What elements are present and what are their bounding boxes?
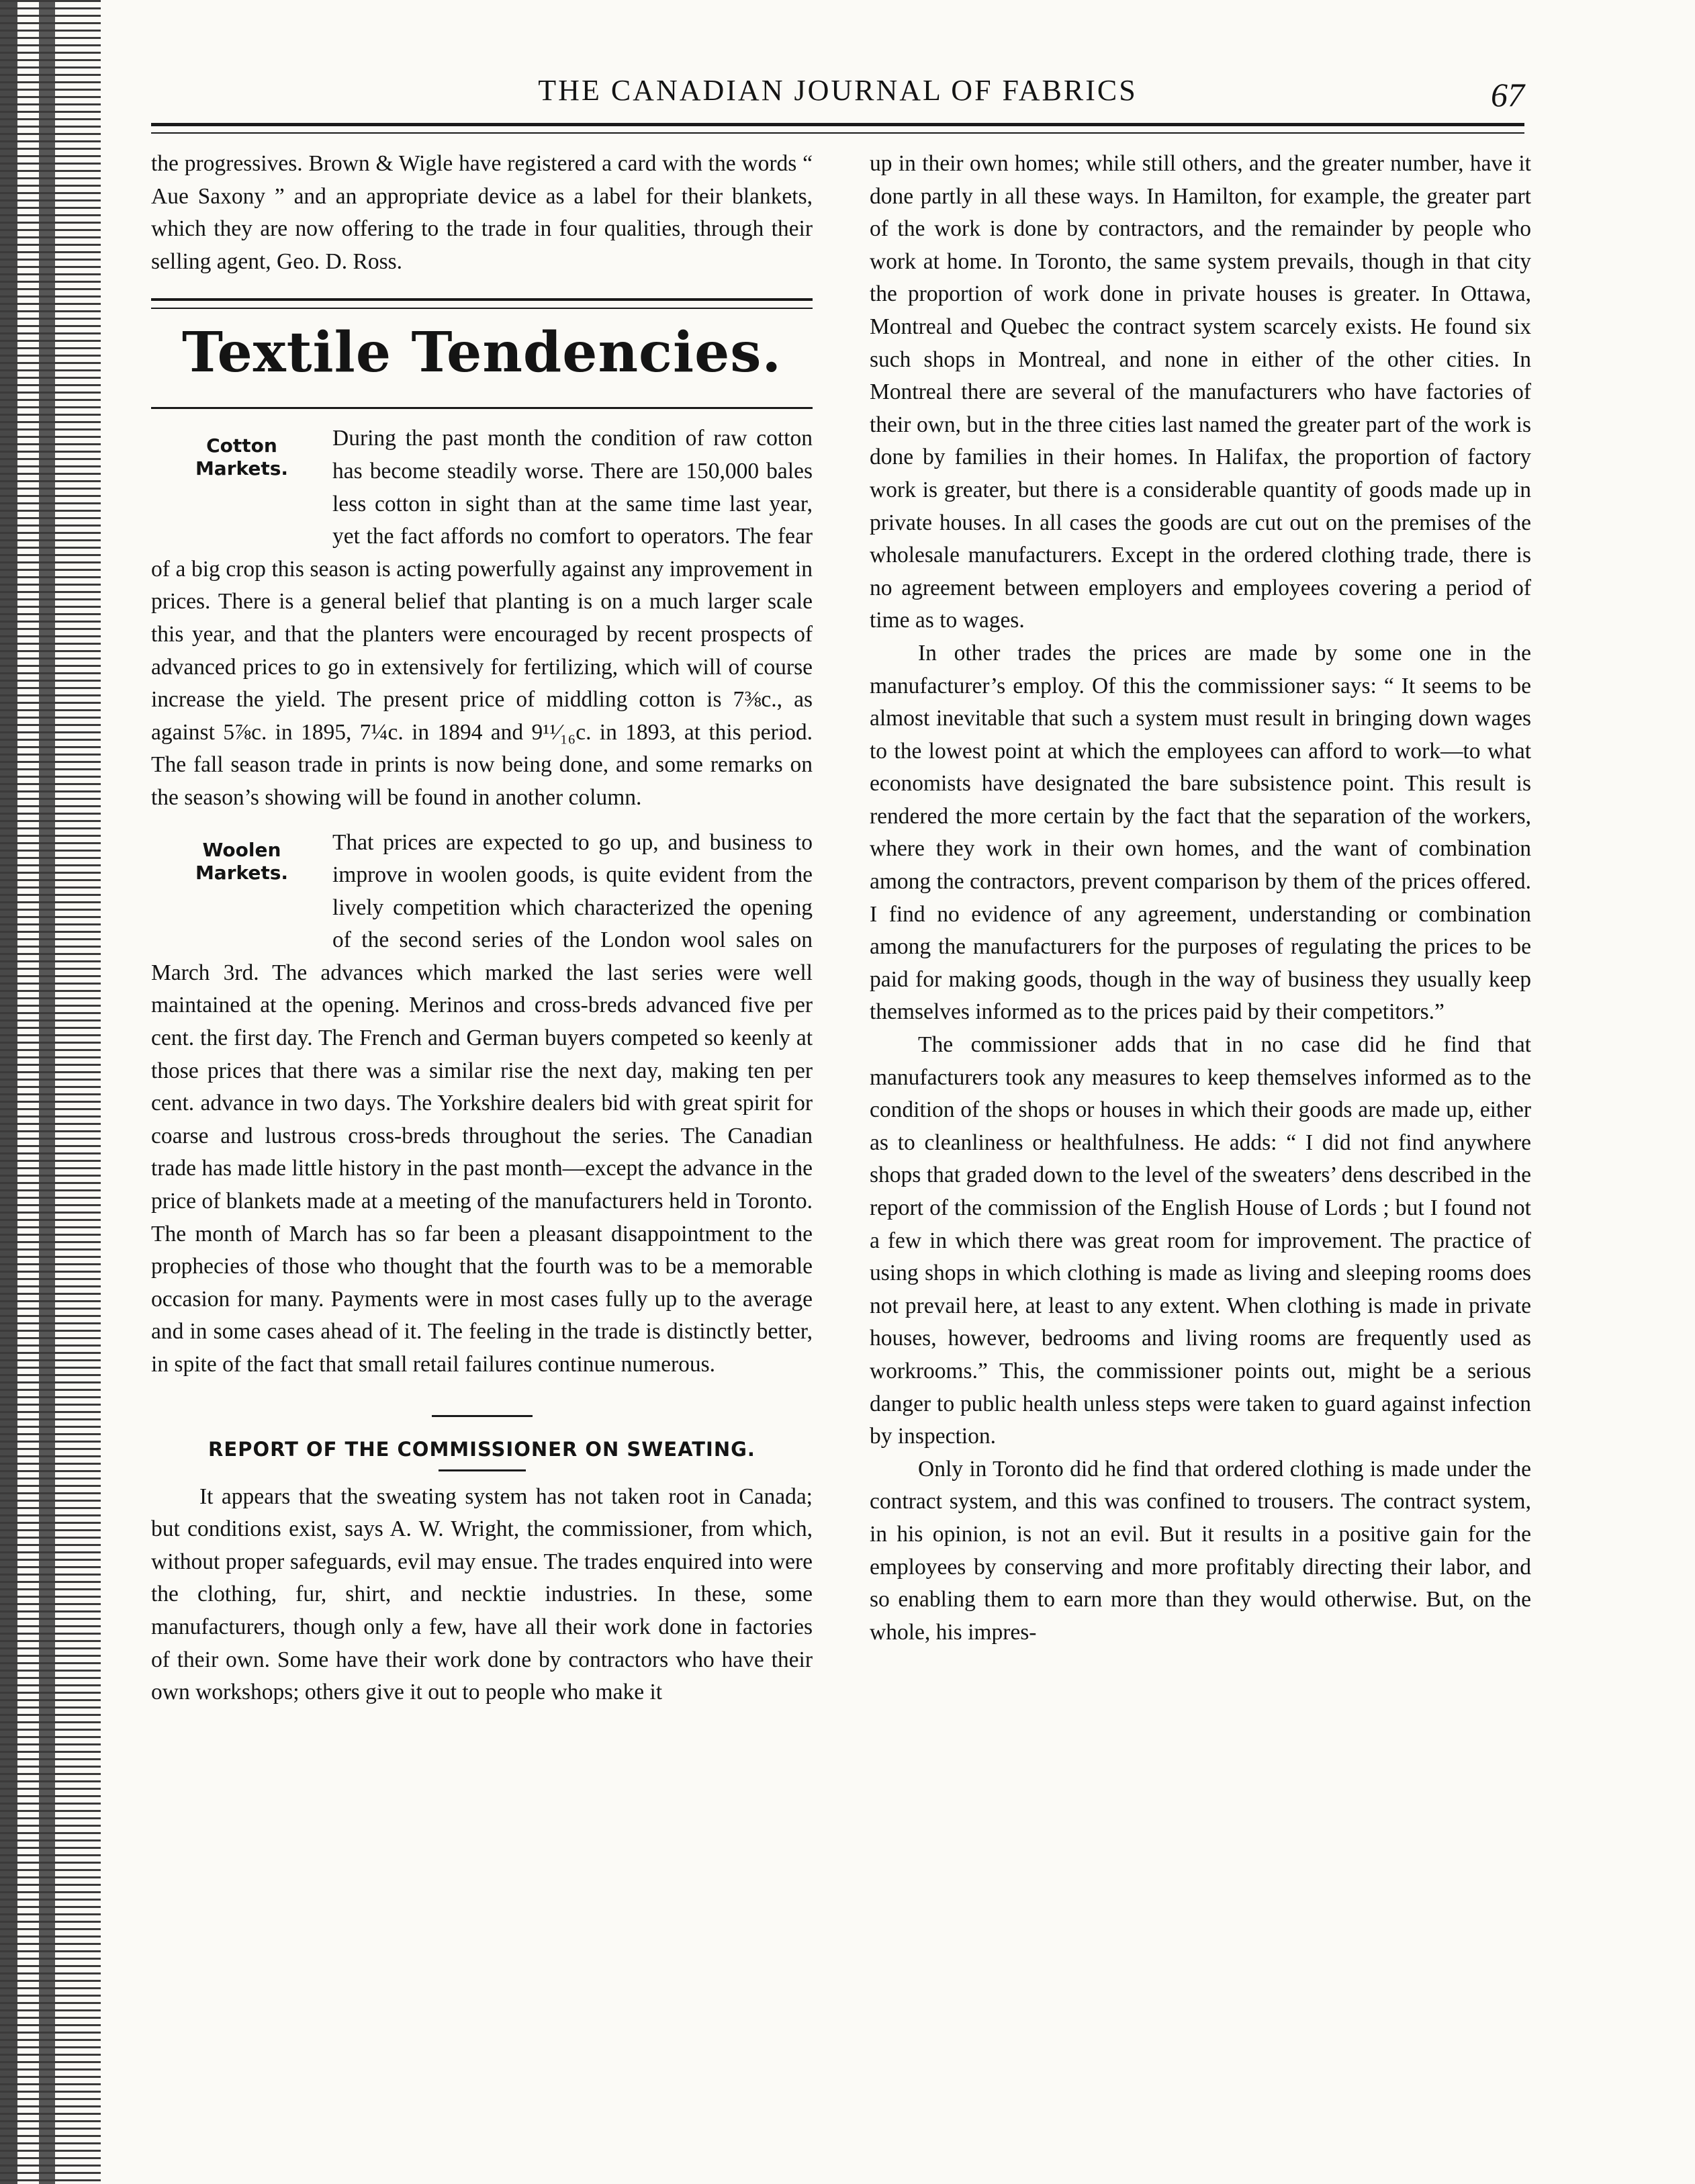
book-binding-edge — [0, 0, 101, 2184]
cotton-markets-label — [151, 422, 332, 522]
report-paragraph: It appears that the sweating system has not taken root in Canada; but conditions exist, says A. W. Wright, the commissioner, from which, without proper safeguards, evil may ensue. The trades enquired into were the clothing, fur, shirt, and necktie industries. In these, some manufacturers, though only a few, have all their work done in factories of their own. Some have their work done by contractors who have their own workshops; others give it out to people who make it — [151, 1484, 813, 1705]
woolen-markets-label — [151, 827, 332, 926]
journal-title: THE CANADIAN JOURNAL OF FABRICS — [538, 74, 1138, 107]
right-paragraph-1: up in their own homes; while still others, and the greater number, have it done partly in all these ways. In Hamilton, for example, the greater part of the work is done by contractors, and the remainder by people who work at home. In Toronto, the same system prevails, though in that city the proportion of work done in private houses is greater. In Ottawa, Montreal and Quebec the contract system scarcely exists. He found six such shops in Montreal, and none in either of the other cities. In Montreal there are several of the manufacturers who have factories of their own, but in the three cities last named the greater part of the work is done by families in their homes. In Halifax, the proportion of factory work is greater, but there is a considerable quantity of goods made up in private houses. In all cases the goods are cut out on the premises of the wholesale manufacturers. Except in the ordered clothing trade, there is no agreement between employers and employees covering a period of time as to wages. — [870, 151, 1531, 633]
section-rule — [151, 298, 813, 309]
cotton-paragraph: During the past month the condition of raw cotton has become steadily worse. There are 150,000 bales less cotton in sight than at the same time last year, yet the fact affords no comfort to operators. The fear of a big crop this season is acting powerfully against any improvement in prices. There is a general belief that planting is on a much larger scale this year, and that the planters were encouraged by recent prospects of advanced prices to go in extensively for fertilizing, which will of course increase the yield. The present price of middling cotton is 7⅜c., as against 5⅞c. in 1895, 7¼c. in 1894 and 9¹¹⁄₁₆c. in 1893, at this period. The fall season trade in prints is now being done, and some remarks on the season’s showing will be found in another column. — [151, 426, 813, 810]
running-header — [151, 71, 1524, 121]
woolen-label-line-1: Woolen — [202, 838, 281, 861]
section-title: Textile Tendencies. — [181, 320, 782, 385]
woolen-label-line-2: Markets. — [195, 861, 289, 884]
woolen-paragraph: That prices are expected to go up, and business to improve in woolen goods, is quite evident from the lively competition which characterized the opening of the second series of the London wool sales on March 3rd. The advances which marked the last series were well maintained at the opening. Merinos and cross-breds advanced five per cent. the first day. The French and German buyers competed so keenly at those prices that there was a similar rise the next day, making ten per cent. advance in two days. The Yorkshire dealers bid with great spirit for coarse and lustrous cross-breds throughout the series. The Canadian trade has made little history in the past month—except the advance in the price of blankets made at a meeting of the manufacturers held in Toronto. The month of March has so far been a pleasant disappointment to the prophecies of those who thought that the fourth was to be a memorable occasion for many. Payments were in most cases fully up to the average and in some cases ahead of it. The feeling in the trade is distinctly better, in spite of the fact that small retail failures continue numerous. — [151, 829, 813, 1377]
page-number: 67 — [1491, 76, 1524, 113]
right-paragraph-4: Only in Toronto did he find that ordered clothing is made under the contract system, and this was confined to trousers. The contract system, in his opinion, is not an evil. But it results in a positive gain for the employees by conserving and more profitably directing their labor, and so enabling them to earn more than they would otherwise. But, on the whole, his impres- — [870, 1456, 1531, 1645]
cotton-label-line-1: Cotton — [206, 435, 277, 457]
left-column — [151, 148, 813, 1709]
report-bottom-rule — [439, 1469, 526, 1471]
right-column — [870, 148, 1531, 1649]
header-rule — [151, 123, 1524, 134]
cotton-label-line-2: Markets. — [195, 457, 289, 480]
report-heading: REPORT OF THE COMMISSIONER ON SWEATING. — [208, 1437, 755, 1461]
right-paragraph-2: In other trades the prices are made by some one in the manufacturer’s employ. Of this the commissioner says: “ It seems to be almost inevitable that such a system must result in bringing down wages to the lowest point at which the employees can afford to work—to what economists have designated the bare subsistence point. This result is rendered the more certain by the fact that the separation of the workers, where they work in their own homes, and the want of combination among the contractors, prevent comparison by them of the prices offered. I find no evidence of any agreement, understanding or combination among the manufacturers for the purposes of regulating the prices to be paid for making goods, though in the way of business they usually keep themselves informed as to the prices paid by their competitors.” — [870, 640, 1531, 1025]
right-paragraph-3: The commissioner adds that in no case did he find that manufacturers took any measures to keep themselves informed as to the condition of the shops or houses in which their goods are made up, either as to cleanliness or healthfulness. He adds: “ I did not find anywhere shops that graded down to the level of the sweaters’ dens described in the report of the commission of the English House of Lords ; but I found not a few in which there was great room for improvement. The practice of using shops in which clothing is made as living and sleeping rooms does not prevail here, at least to any extent. When clothing is made in private houses, however, bedrooms and living rooms are frequently used as workrooms.” This, the commissioner points out, might be a serious danger to public health unless steps were taken to guard against infection by inspection. — [870, 1032, 1531, 1449]
title-rule — [151, 407, 813, 409]
report-top-rule — [432, 1415, 533, 1417]
intro-paragraph: the progressives. Brown & Wigle have registered a card with the words “ Aue Saxony ” and an appropriate device as a label for their blankets, which they are now offering to the trade in four qualities, through their selling agent, Geo. D. Ross. — [151, 151, 813, 274]
